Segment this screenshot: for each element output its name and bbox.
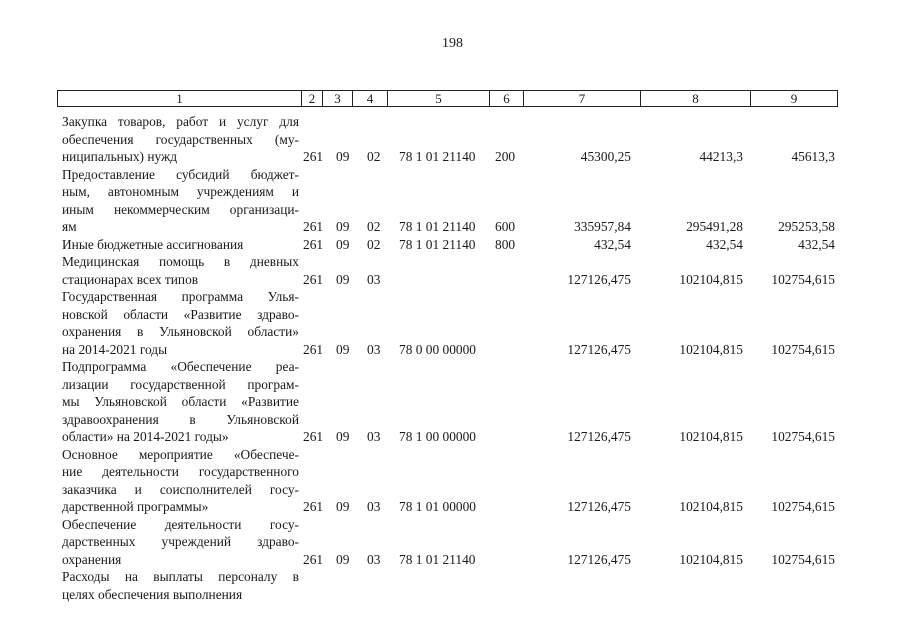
cell-col-3: 09	[336, 341, 350, 357]
description-line: Обеспечение деятельности госу-	[62, 516, 299, 532]
cell-col-9: 45613,3	[791, 149, 835, 164]
description-line: обеспечения государственных (му-	[62, 131, 299, 147]
cell-col-8: 295491,28	[686, 219, 743, 234]
cell-col-3: 09	[336, 551, 350, 567]
cell-col-2: 261	[303, 551, 324, 567]
cell-col-9: 102754,615	[771, 429, 835, 444]
description-line: дарственной программы»	[62, 499, 209, 514]
header-col-9: 9	[790, 91, 798, 106]
row-description	[62, 113, 299, 166]
description-line: охранения в Ульяновской области»	[62, 324, 299, 339]
cell-col-7: 127126,475	[567, 271, 631, 287]
description-line: ям	[62, 219, 77, 234]
description-line: ние деятельности государственного	[62, 464, 299, 479]
description-line: охранения	[62, 551, 122, 567]
cell-col-7: 45300,25	[580, 149, 631, 164]
description-line: Государственная программа Улья-	[62, 289, 299, 304]
row-description	[62, 253, 299, 288]
cell-col-5: 78 1 01 21140	[399, 219, 476, 234]
cell-col-8: 102104,815	[679, 551, 743, 567]
cell-col-4: 02	[367, 219, 381, 234]
cell-col-4: 03	[367, 341, 381, 357]
cell-col-2: 261	[303, 149, 324, 164]
row-description	[62, 236, 299, 254]
description-line: иным некоммерческим организаци-	[62, 201, 299, 217]
description-line: Основное мероприятие «Обеспече-	[62, 446, 299, 462]
cell-col-4: 03	[367, 551, 381, 567]
cell-col-6: 600	[495, 219, 516, 234]
header-col-7: 7	[524, 91, 641, 106]
row-description	[62, 568, 299, 603]
description-line: Расходы на выплаты персоналу в	[62, 569, 299, 584]
cell-col-9: 295253,58	[778, 219, 835, 234]
cell-col-9: 432,54	[798, 236, 835, 252]
cell-col-3: 09	[336, 236, 350, 252]
header-col-4: 4	[353, 91, 388, 106]
row-description	[62, 516, 299, 569]
cell-col-7: 432,54	[594, 236, 631, 252]
table-header-row	[57, 90, 838, 107]
description-line: дарственных учреждений здраво-	[62, 534, 299, 549]
cell-col-4: 03	[367, 499, 381, 514]
row-description	[62, 166, 299, 236]
cell-col-8: 44213,3	[699, 149, 743, 164]
cell-col-5: 78 0 00 00000	[399, 341, 476, 357]
cell-col-3: 09	[336, 149, 350, 164]
cell-col-4: 02	[367, 236, 381, 252]
cell-col-3: 09	[336, 499, 350, 514]
description-line: мы Ульяновской области «Развитие	[62, 394, 299, 409]
cell-col-4: 03	[367, 429, 381, 444]
row-description	[62, 288, 299, 358]
header-col-1: 1	[58, 91, 302, 106]
cell-col-3: 09	[336, 271, 350, 287]
row-description	[62, 358, 299, 446]
cell-col-5: 78 1 01 21140	[399, 236, 476, 252]
row-description	[62, 446, 299, 516]
description-line: ниципальных) нужд	[62, 149, 178, 164]
cell-col-9: 102754,615	[771, 341, 835, 357]
description-line: области» на 2014-2021 годы»	[62, 429, 229, 444]
cell-col-2: 261	[303, 271, 324, 287]
description-line: Закупка товаров, работ и услуг для	[62, 114, 299, 129]
header-col-2: 2	[302, 91, 323, 106]
cell-col-5: 78 1 00 00000	[399, 429, 476, 444]
cell-col-4: 03	[367, 271, 381, 287]
cell-col-9: 102754,615	[771, 271, 835, 287]
description-line: Иные бюджетные ассигнования	[62, 236, 244, 252]
header-col-5: 5	[388, 91, 490, 106]
cell-col-2: 261	[303, 236, 324, 252]
cell-col-7: 335957,84	[574, 219, 631, 234]
cell-col-2: 261	[303, 219, 324, 234]
description-line: на 2014-2021 годы	[62, 341, 168, 357]
cell-col-2: 261	[303, 429, 324, 444]
description-line: здравоохранения в Ульяновской	[62, 411, 299, 427]
description-line: Медицинская помощь в дневных	[62, 254, 299, 269]
description-line: лизации государственной програм-	[62, 376, 299, 392]
cell-col-4: 02	[367, 149, 381, 164]
description-line: стационарах всех типов	[62, 271, 199, 287]
page-number: 198	[442, 36, 463, 51]
cell-col-3: 09	[336, 219, 350, 234]
description-line: Подпрограмма «Обеспечение реа-	[62, 359, 299, 374]
cell-col-9: 102754,615	[771, 551, 835, 567]
header-col-6: 6	[490, 91, 524, 106]
description-line: Предоставление субсидий бюджет-	[62, 166, 299, 182]
cell-col-6: 800	[495, 236, 516, 252]
cell-col-5: 78 1 01 21140	[399, 551, 476, 567]
cell-col-2: 261	[303, 499, 324, 514]
description-line: целях обеспечения выполнения	[62, 586, 243, 602]
description-line: новской области «Развитие здраво-	[62, 306, 299, 322]
cell-col-8: 432,54	[706, 236, 743, 252]
cell-col-9: 102754,615	[771, 499, 835, 514]
description-line: заказчика и соисполнителей госу-	[62, 481, 299, 497]
cell-col-6: 200	[495, 149, 516, 164]
cell-col-7: 127126,475	[567, 551, 631, 567]
cell-col-8: 102104,815	[679, 271, 743, 287]
cell-col-5: 78 1 01 00000	[399, 499, 476, 514]
header-col-3: 3	[323, 91, 353, 106]
cell-col-7: 127126,475	[567, 499, 631, 514]
cell-col-8: 102104,815	[679, 429, 743, 444]
header-col-8: 8	[641, 91, 751, 106]
cell-col-3: 09	[336, 429, 350, 444]
description-line: ным, автономным учреждениям и	[62, 184, 299, 199]
cell-col-2: 261	[303, 341, 324, 357]
cell-col-5: 78 1 01 21140	[399, 149, 476, 164]
cell-col-8: 102104,815	[679, 341, 743, 357]
cell-col-8: 102104,815	[679, 499, 743, 514]
cell-col-7: 127126,475	[567, 429, 631, 444]
cell-col-7: 127126,475	[567, 341, 631, 357]
